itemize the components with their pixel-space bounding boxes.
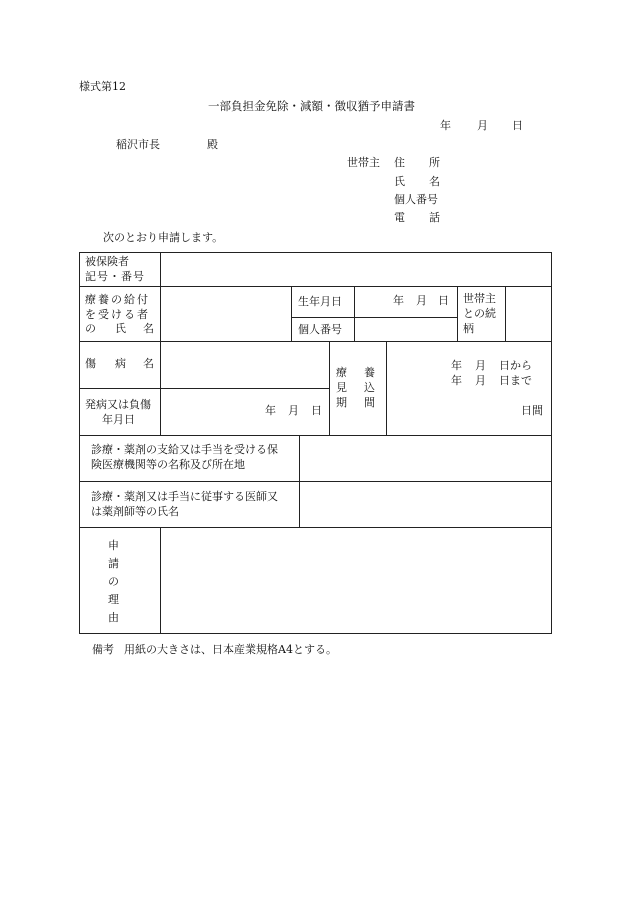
birthdate-year-label: 年 [393, 294, 404, 307]
insured-number-label-line1: 被保険者 [85, 255, 129, 268]
applicant-phone-label-a: 電 [394, 211, 405, 224]
onset-date-field[interactable] [161, 389, 329, 435]
reason-field[interactable] [161, 528, 551, 633]
birthdate-day-label: 日 [438, 294, 449, 307]
period-to-day: 日まで [499, 374, 532, 387]
institution-label-line1: 診療・薬剤の支給又は手当を受ける保 [91, 443, 278, 456]
doctor-label-line1: 診療・薬剤又は手当に従事する医師又 [91, 490, 278, 503]
intro-text: 次のとおり申請します。 [103, 231, 224, 244]
period-days-label: 日間 [521, 404, 543, 417]
onset-month-label: 月 [288, 404, 299, 417]
applicant-personal-number-label: 個人番号 [394, 193, 438, 206]
page-title: 一部負担金免除・減額・徴収猶予申請書 [208, 99, 415, 113]
institution-label-line2: 険医療機関等の名称及び所在地 [91, 458, 245, 471]
relation-label-line3: 柄 [463, 322, 474, 335]
period-to-year: 年 [451, 374, 462, 387]
relation-label-line1: 世帯主 [463, 292, 496, 305]
insured-number-label-line2: 記号・番号 [85, 270, 145, 283]
period-to-month: 月 [475, 374, 486, 387]
relation-field[interactable] [506, 287, 551, 341]
period-from-day: 日から [499, 359, 532, 372]
note-label: 備考 [92, 643, 114, 656]
onset-year-label: 年 [265, 404, 276, 417]
note-text: 用紙の大きさは、日本産業規格A4とする。 [124, 643, 337, 656]
date-month-label: 月 [477, 119, 488, 132]
addressee-honorific: 殿 [207, 138, 218, 151]
addressee-name: 稲沢市長 [116, 138, 160, 151]
col-divider [329, 341, 330, 435]
institution-field[interactable] [300, 436, 551, 481]
applicant-address-label-a: 住 [394, 156, 405, 169]
date-year-label: 年 [440, 119, 451, 132]
birthdate-month-label: 月 [416, 294, 427, 307]
recipient-name-field[interactable] [161, 287, 291, 341]
personal-number-label: 個人番号 [298, 323, 342, 336]
form-number: 様式第12 [79, 80, 126, 93]
applicant-name-label-b: 名 [429, 175, 440, 188]
col-divider [457, 286, 458, 341]
illness-name-field[interactable] [161, 342, 329, 388]
birthdate-label: 生年月日 [298, 295, 342, 308]
applicant-name-label-a: 氏 [394, 175, 405, 188]
period-from-month: 月 [475, 359, 486, 372]
applicant-address-label-b: 所 [429, 156, 440, 169]
applicant-heading: 世帯主 [347, 156, 380, 169]
doctor-label-line2: は薬剤師等の氏名 [91, 505, 179, 518]
relation-label-line2: との続 [463, 307, 496, 320]
col-divider [291, 286, 292, 341]
treatment-period-field[interactable] [387, 342, 551, 435]
personal-number-field[interactable] [355, 318, 457, 341]
row-divider [79, 286, 552, 287]
birthdate-field[interactable] [355, 287, 457, 317]
insured-number-field[interactable] [161, 253, 551, 286]
recipient-label-line1: 療養の給付 [85, 293, 150, 306]
applicant-phone-label-b: 話 [429, 211, 440, 224]
onset-label-line1: 発病又は負傷 [85, 398, 151, 411]
doctor-field[interactable] [300, 482, 551, 527]
onset-label-line2: 年月日 [102, 413, 135, 426]
date-day-label: 日 [512, 119, 523, 132]
onset-day-label: 日 [311, 404, 322, 417]
recipient-label-line2: を受ける者 [85, 308, 150, 321]
period-from-year: 年 [451, 359, 462, 372]
reason-label: 申 請 の 理 由 [108, 539, 119, 624]
